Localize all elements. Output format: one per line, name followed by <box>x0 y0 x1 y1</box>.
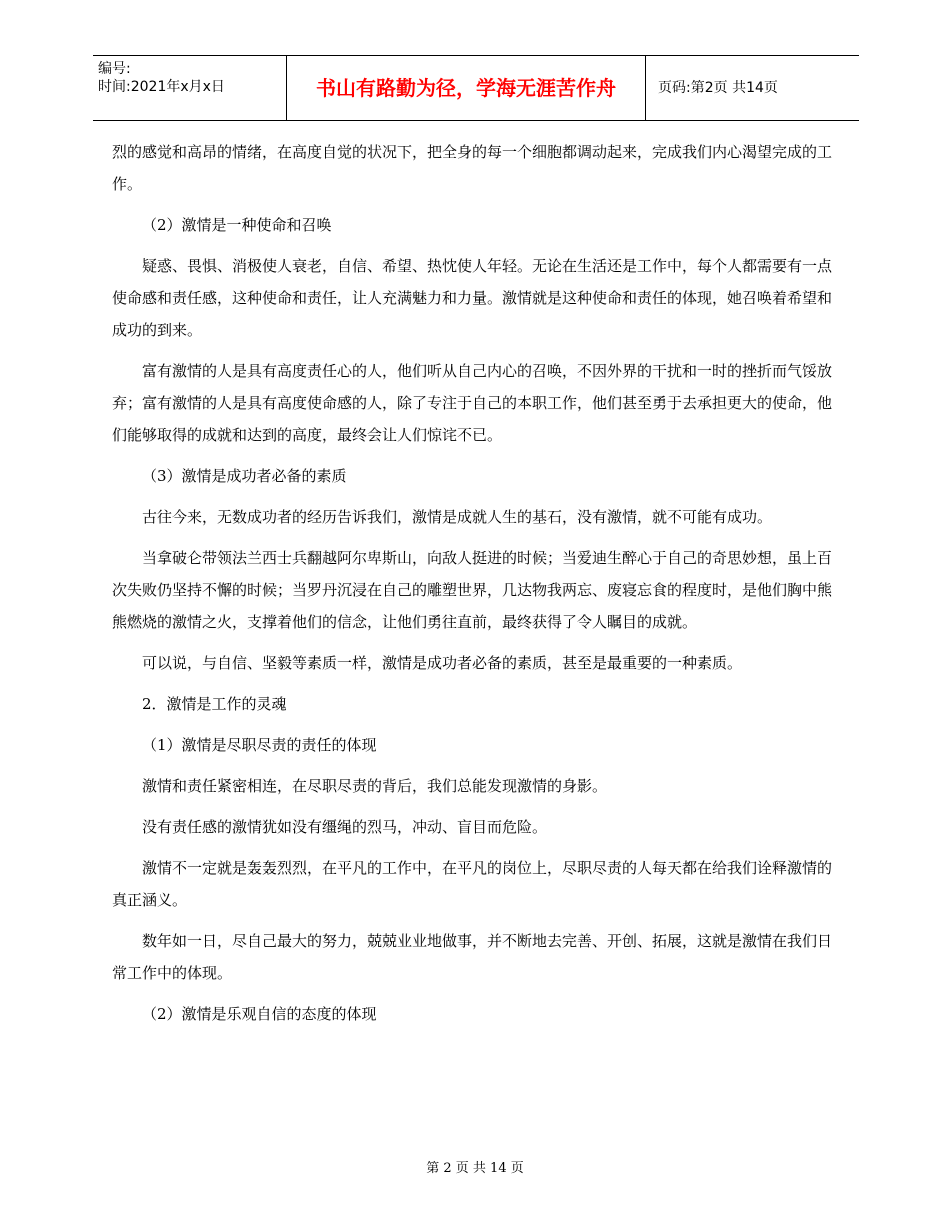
paragraph: 激情不一定就是轰轰烈烈，在平凡的工作中，在平凡的岗位上，尽职尽责的人每天都在给我们诠释激情的真正涵义。 <box>112 859 833 909</box>
header-page-info: 页码:第2页 共14页 <box>658 80 778 96</box>
header-meta <box>98 60 225 96</box>
paragraph: 可以说，与自信、坚毅等素质一样，激情是成功者必备的素质，甚至是最重要的一种素质。 <box>142 654 743 672</box>
section-heading: 2．激情是工作的灵魂 <box>142 695 287 713</box>
header-motto: 书山有路勤为径，学海无涯苦作舟 <box>316 76 616 100</box>
document-number-label: 编号: <box>98 61 131 77</box>
section-heading: （2）激情是乐观自信的态度的体现 <box>142 1005 377 1023</box>
page-footer: 第 2 页 共 14 页 <box>426 1161 524 1176</box>
document-body <box>112 136 832 1039</box>
paragraph: 疑惑、畏惧、消极使人衰老，自信、希望、热忱使人年轻。无论在生活还是工作中，每个人都需要有一点使命感和责任感，这种使命和责任，让人充满魅力和力量。激情就是这种使命和责任的体现，她召唤着希望和成功的到来。 <box>112 257 833 339</box>
paragraph: 烈的感觉和高昂的情绪，在高度自觉的状况下，把全身的每一个细胞都调动起来，完成我们内心渴望完成的工作。 <box>112 143 833 193</box>
paragraph: 当拿破仑带领法兰西士兵翻越阿尔卑斯山，向敌人挺进的时候；当爱迪生醉心于自己的奇思妙想，虽上百次失败仍坚持不懈的时候；当罗丹沉浸在自己的雕塑世界，几达物我两忘、废寝忘食的程度时，是他们胸中熊熊燃烧的激情之火，支撑着他们的信念，让他们勇往直前，最终获得了令人瞩目的成就。 <box>112 549 833 631</box>
section-heading: （1）激情是尽职尽责的责任的体现 <box>142 736 377 754</box>
page-header <box>93 55 859 121</box>
section-heading: （3）激情是成功者必备的素质 <box>142 467 347 485</box>
paragraph: 数年如一日，尽自己最大的努力，兢兢业业地做事，并不断地去完善、开创、拓展，这就是激情在我们日常工作中的体现。 <box>112 932 833 982</box>
paragraph: 古往今来，无数成功者的经历告诉我们，激情是成就人生的基石，没有激情，就不可能有成功。 <box>142 508 773 526</box>
paragraph: 没有责任感的激情犹如没有缰绳的烈马，冲动、盲目而危险。 <box>142 818 548 836</box>
section-heading: （2）激情是一种使命和召唤 <box>142 216 332 234</box>
header-divider <box>645 56 646 121</box>
document-time-label: 时间:2021年x月x日 <box>98 79 225 95</box>
paragraph: 富有激情的人是具有高度责任心的人，他们听从自己内心的召唤，不因外界的干扰和一时的挫折而气馁放弃；富有激情的人是具有高度使命感的人，除了专注于自己的本职工作，他们甚至勇于去承担更大的使命，他们能够取得的成就和达到的高度，最终会让人们惊诧不已。 <box>112 362 833 444</box>
paragraph: 激情和责任紧密相连，在尽职尽责的背后，我们总能发现激情的身影。 <box>142 777 608 795</box>
